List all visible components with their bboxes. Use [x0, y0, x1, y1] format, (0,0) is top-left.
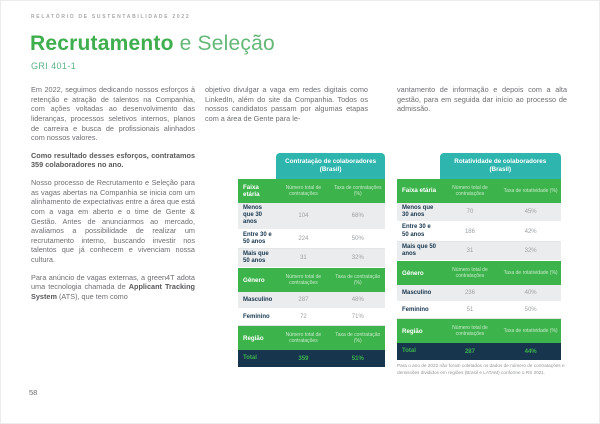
text-column-1 [31, 85, 195, 310]
text-column-3 [397, 85, 567, 122]
table-footnote: Para o ano de 2022 não foram coletados os dados de número de contratações e demissões divididos em regiões (Brasil e LATAM) conforme o RS 2021. [397, 363, 565, 376]
paragraph: Nosso processo de Recrutamento e Seleção para as vagas abertas na Companhia se inicia com um alinhamento de expectativas entre a área que está com a vaga em aberto e o time de Gente & Gestão. Antes de anunciarmos ao mercado, avaliamos a possibilidade de realizar um recrutamento interno, buscando investir nos talentos que já conhecem e vivenciam nossa cultura. [31, 178, 195, 264]
section-header-age: Faixa etária Número total de contratações Taxa de contratações (%) [238, 179, 385, 203]
table-total-row: Total 359 51% [238, 350, 385, 367]
section-header-region: Região Número total de contratações Taxa de contratação (%) [238, 326, 385, 350]
text-column-2 [205, 85, 368, 132]
table-row: Mais que 50 anos 31 32% [397, 242, 561, 261]
paragraph: Em 2022, seguimos dedicando nossos esforços à retenção e atração de talentos na Companhia, com ações voltadas ao desenvolvimento das lideranças, processos seletivos internos, planos de carreira e busca de profissionais alinhados com nossos valores. [31, 85, 195, 143]
table-row: Menos que 30 anos 104 68% [238, 203, 385, 230]
report-kicker: RELATÓRIO DE SUSTENTABILIDADE 2022 [31, 14, 191, 20]
turnover-table-title: Rotatividade de colaboradores (Brasil) [440, 153, 561, 179]
paragraph: objetivo divulgar a vaga em redes digitais como LinkedIn, além do site da Companhia. Todos os nossos candidatos passam por algumas etapas com a área de Gente para le- [205, 85, 368, 123]
paragraph: Para anúncio de vagas externas, a green4T adota uma tecnologia chamada de Applicant Tracking System (ATS), que tem como [31, 272, 195, 301]
table-row: Mais que 50 anos 31 32% [238, 249, 385, 268]
gri-reference: GRI 401-1 [31, 61, 77, 71]
page-title [30, 32, 275, 56]
table-row: Masculino 236 40% [397, 285, 561, 302]
paragraph: vantamento de informação e depois com a alta gestão, para em seguida dar início ao processo de admissão. [397, 85, 567, 114]
page-title-light: e Seleção [173, 32, 275, 55]
hiring-table [238, 153, 385, 367]
table-row: Entre 30 e 50 anos 224 50% [238, 230, 385, 249]
section-header-region: Região Número total de contratações Taxa de rotatividade (%) [397, 319, 561, 343]
table-row: Menos que 30 anos 70 45% [397, 203, 561, 222]
table-row: Feminino 72 71% [238, 309, 385, 326]
section-header-age: Faixa etária Número total de contratações Taxa de rotatividade (%) [397, 179, 561, 203]
page-number: 58 [29, 388, 38, 397]
hiring-table-title: Contratação de colaboradores (Brasil) [276, 153, 385, 179]
table-row: Feminino 51 50% [397, 302, 561, 319]
turnover-table [397, 153, 561, 360]
highlight-paragraph: Como resultado desses esforços, contratamos 359 colaboradores no ano. [31, 150, 195, 170]
section-header-gender: Gênero Número total de contratações Taxa de rotatividade (%) [397, 261, 561, 285]
section-header-gender: Gênero Número total de contratações Taxa de contratação (%) [238, 268, 385, 292]
table-row: Masculino 287 48% [238, 292, 385, 309]
table-row: Entre 30 e 50 anos 186 42% [397, 222, 561, 241]
table-total-row: Total 287 44% [397, 343, 561, 360]
ats-term: Applicant Tracking System [31, 282, 195, 301]
page-title-bold: Recrutamento [30, 32, 174, 55]
